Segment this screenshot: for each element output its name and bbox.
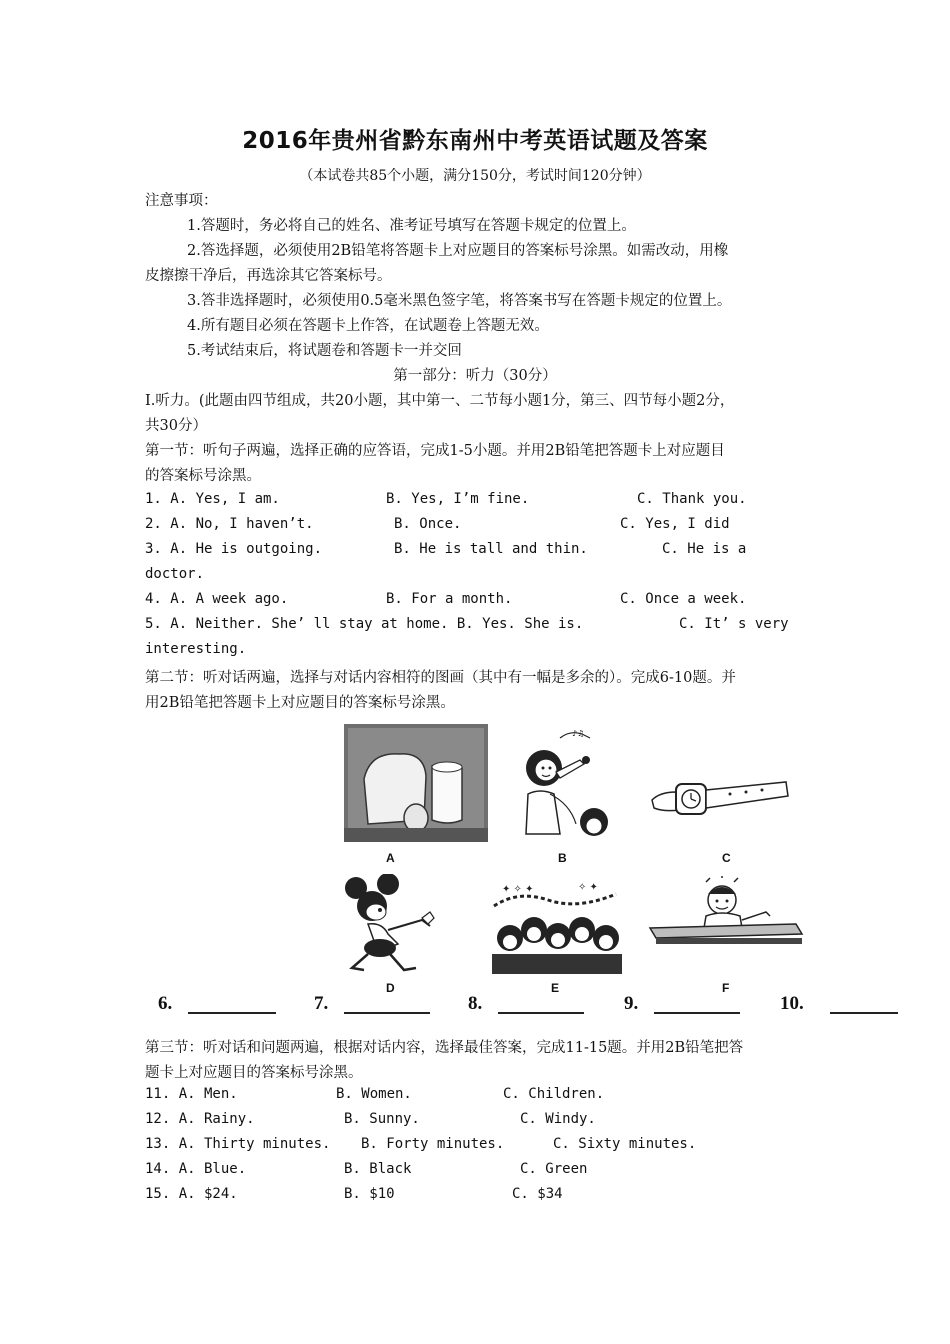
picture-a-bread-milk-egg [344,724,488,842]
picture-b-singer [520,724,620,844]
blank-6-line [188,1012,276,1014]
q11-option-b: B. Women. [336,1086,412,1102]
listening-intro-1: Ⅰ.听力。(此题由四节组成，共20小题，其中第一、二节每小题1分，第三、四节每小题2分， [145,393,735,409]
q15-option-b: B. $10 [344,1186,395,1202]
q3-option-c-cont: doctor. [145,566,205,582]
picture-f-label: F [722,981,730,995]
q13-option-c: C. Sixty minutes. [553,1136,697,1152]
q4-option-b: B. For a month. [386,591,513,607]
part1-heading: 第一部分：听力（30分） [393,368,557,384]
picture-d-label: D [386,981,395,995]
svg-text:✦ ✧ ✦: ✦ ✧ ✦ [502,884,534,895]
q3-option-b: B. He is tall and thin. [394,541,588,557]
picture-e-party-crowd [488,880,626,976]
section3-intro-2: 题卡上对应题目的答案标号涂黑。 [145,1065,363,1081]
q2-option-c: C. Yes, I did [620,516,730,532]
picture-b-label: B [558,851,567,865]
notice-heading: 注意事项： [145,193,218,209]
blank-7-number: 7. [314,993,329,1014]
q13-option-b: B. Forty minutes. [361,1136,505,1152]
q2-option-a: 2. A. No, I haven’t. [145,516,314,532]
notice-item-3: 3.答非选择题时，必须使用0.5毫米黑色签字笔，将答案书写在答题卡规定的位置上。 [187,293,732,309]
picture-e-label: E [551,981,560,995]
notice-item-1: 1.答题时，务必将自己的姓名、准考证号填写在答题卡规定的位置上。 [187,218,636,234]
notice-item-2: 2.答选择题，必须使用2B铅笔将答题卡上对应题目的答案标号涂黑。如需改动，用橡 [187,243,729,259]
blank-7-line [344,1012,430,1014]
svg-text:♪♫: ♪♫ [572,729,585,738]
q14-option-a: 14. A. Blue. [145,1161,247,1177]
q1-option-c: C. Thank you. [637,491,747,507]
q12-option-a: 12. A. Rainy. [145,1111,255,1127]
blank-9-number: 9. [624,993,639,1014]
q11-option-a: 11. A. Men. [145,1086,238,1102]
q11-option-c: C. Children. [503,1086,605,1102]
blank-9-line [654,1012,740,1014]
q5-option-c: C. It’ s very [679,616,789,632]
notice-item-5: 5.考试结束后，将试题卷和答题卡一并交回 [187,343,462,359]
notice-item-2-cont: 皮擦擦干净后，再选涂其它答案标号。 [145,268,392,284]
q14-option-c: C. Green [520,1161,588,1177]
q12-option-b: B. Sunny. [344,1111,420,1127]
section1-intro-2: 的答案标号涂黑。 [145,468,261,484]
section2-intro-2: 用2B铅笔把答题卡上对应题目的答案标号涂黑。 [145,695,455,711]
q15-option-c: C. $34 [512,1186,563,1202]
blank-10-number: 10. [780,993,804,1014]
picture-f-boy-at-desk [646,876,806,948]
listening-intro-2: 共30分） [145,418,207,434]
section1-intro-1: 第一节：听句子两遍，选择正确的应答语，完成1-5小题。并用2B铅笔把答题卡上对应题目 [145,443,725,459]
q14-option-b: B. Black [344,1161,412,1177]
blank-10-line [830,1012,898,1014]
q3-option-c: C. He is a [662,541,747,557]
blank-6-number: 6. [158,993,173,1014]
q13-option-a: 13. A. Thirty minutes. [145,1136,331,1152]
q4-option-c: C. Once a week. [620,591,747,607]
exam-info: （本试卷共85个小题，满分150分，考试时间120分钟） [299,168,651,184]
q2-option-b: B. Once. [394,516,462,532]
q5-option-c-cont: interesting. [145,641,247,657]
section3-intro-1: 第三节：听对话和问题两遍，根据对话内容，选择最佳答案，完成11-15题。并用2B铅笔把答 [145,1040,744,1056]
q5-options-ab: 5. A. Neither. She’ ll stay at home. B. Yes. She is. [145,616,584,632]
section2-intro-1: 第二节：听对话两遍，选择与对话内容相符的图画（其中有一幅是多余的）。完成6-10题。并 [145,670,736,686]
picture-c-label: C [722,851,731,865]
blank-8-line [498,1012,584,1014]
picture-c-watch [650,770,790,830]
q4-option-a: 4. A. A week ago. [145,591,289,607]
q12-option-c: C. Windy. [520,1111,596,1127]
q3-option-a: 3. A. He is outgoing. [145,541,323,557]
q1-option-a: 1. A. Yes, I am. [145,491,280,507]
svg-text:✧ ✦: ✧ ✦ [578,882,598,893]
q15-option-a: 15. A. $24. [145,1186,238,1202]
picture-d-mickey-mouse [338,874,446,974]
page-title: 2016年贵州省黔东南州中考英语试题及答案 [242,128,708,154]
notice-item-4: 4.所有题目必须在答题卡上作答，在试题卷上答题无效。 [187,318,549,334]
q1-option-b: B. Yes, I’m fine. [386,491,530,507]
picture-a-label: A [386,851,395,865]
blank-8-number: 8. [468,993,483,1014]
